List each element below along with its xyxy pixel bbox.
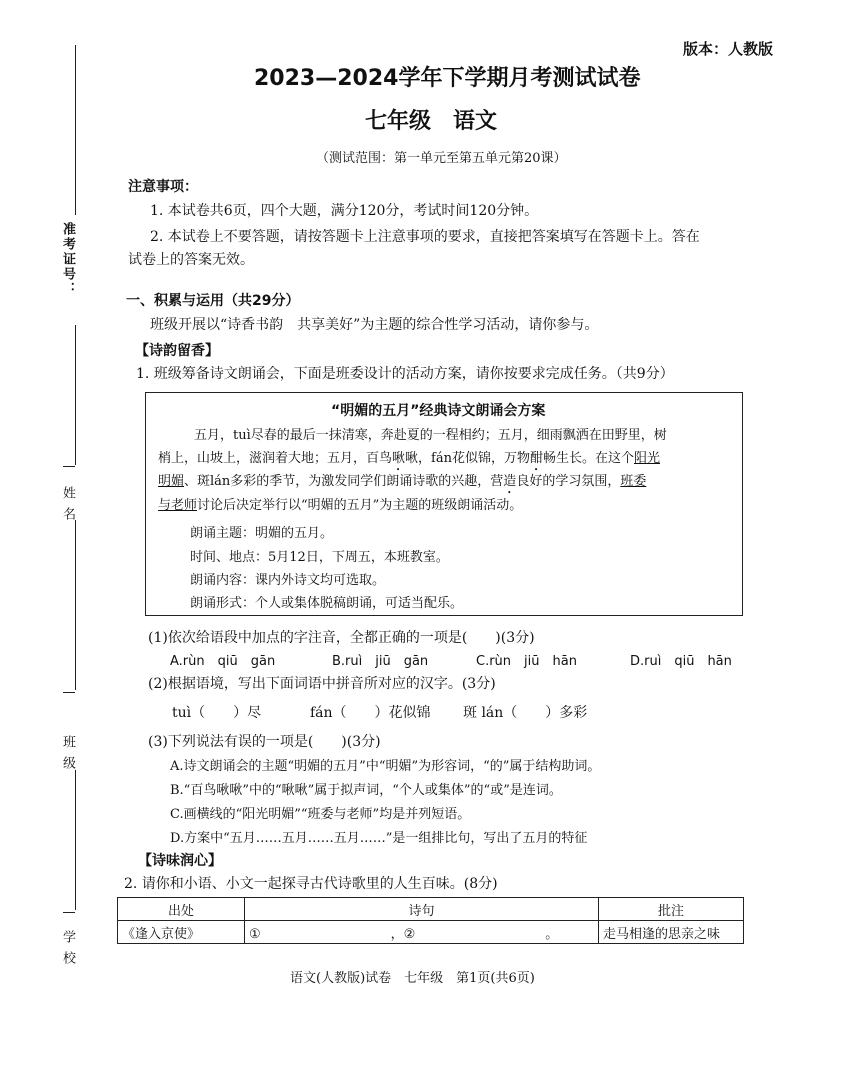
margin-tick-3: [63, 912, 75, 913]
q1-3-option-d: D.方案中“五月……五月……五月……”是一组排比句，写出了五月的特征: [170, 831, 588, 846]
q1-3-option-a: A.诗文朗诵会的主题“明媚的五月”中“明媚”为形容词，“的”属于结构助词。: [170, 759, 601, 774]
margin-line-2: [75, 325, 76, 465]
q1-3-stem: (3)下列说法有误的一项是( )(3分): [148, 734, 381, 750]
exam-id-label: 准考证号：: [60, 222, 75, 297]
q1-3-option-b: B.“百鸟啾啾”中的“啾啾”属于拟声词，“个人或集体”的“或”是连词。: [170, 783, 562, 798]
plan-form: 朗诵形式：个人或集体脱稿朗诵，可适当配乐。: [190, 596, 464, 611]
test-scope: （测试范围：第一单元至第五单元第20课）: [316, 151, 567, 166]
plan-theme: 朗诵主题：明媚的五月。: [190, 526, 334, 541]
margin-tick-2: [63, 692, 75, 693]
plan-text-2a: 梢上，山坡上，滋润着大地；五月，百鸟: [158, 451, 393, 466]
table-cell-note: 走马相逢的思亲之味: [599, 921, 744, 944]
notice-item-1: 1. 本试卷共6页，四个大题，满分120分，考试时间120分钟。: [150, 203, 539, 219]
table-header-row: [118, 898, 744, 921]
plan-text-2c: 畅生长。在这个: [542, 451, 634, 466]
plan-text-4a: 讨论后决定举行以“明媚的五月”为主题的班级朗诵活动。: [197, 498, 523, 513]
dotted-char-zao: 造: [503, 474, 517, 489]
plan-text-2b: 啾，fán花似锦，万物: [405, 451, 530, 466]
poetry-table: [117, 897, 744, 944]
table-cell-source: 《逢入京使》: [118, 921, 245, 944]
section1-heading: 一、积累与运用（共29分）: [126, 293, 300, 309]
notice-item-2-line1: 2. 本试卷上不要答题，请按答题卡上注意事项的要求，直接把答案填写在答题卡上。答在: [150, 229, 700, 245]
page-footer: 语文(人教版)试卷 七年级 第1页(共6页): [290, 971, 535, 986]
notice-item-2-line2: 试卷上的答案无效。: [128, 252, 254, 268]
q1-2-stem: (2)根据语境，写出下面词语中拼音所对应的汉字。(3分): [148, 676, 496, 692]
plan-paragraph-line3: [158, 470, 646, 497]
q1-2-blank-c: 斑 lán（ ）多彩: [463, 705, 588, 721]
question-2-stem: 2. 请你和小语、小文一起探寻古代诗歌里的人生百味。(8分): [124, 876, 498, 892]
q1-2-blank-a: tuì（ ）尽: [172, 705, 262, 721]
school-label: 学 校: [60, 930, 75, 967]
q1-1-option-c: C.rùn jiū hān: [476, 654, 577, 669]
q1-1-option-d: D.ruì qiū hān: [630, 654, 732, 669]
underlined-phrase-laoshi: 与老师: [158, 498, 198, 513]
class-label: 班 级: [60, 735, 75, 772]
name-label: 姓 名: [60, 486, 75, 523]
plan-text-3a: 、斑lán多彩的季节，为激发同学们朗诵诗歌的兴趣，营: [184, 474, 504, 489]
subsection-label-2: 【诗味润心】: [138, 853, 222, 869]
page-subtitle: 七年级 语文: [365, 109, 498, 134]
underlined-phrase-yangguang: 阳光: [634, 451, 661, 466]
q1-2-blank-b: fán（ ）花似锦: [310, 705, 431, 721]
table-header-verse: 诗句: [245, 898, 599, 921]
margin-line-4: [75, 770, 76, 910]
plan-paragraph-line1: 五月，tuì尽春的最后一抹清寒，奔赴夏的一程相约；五月，细雨飘洒在田野里，树: [194, 428, 667, 443]
dotted-char-jiu: 啾: [392, 451, 406, 466]
underlined-phrase-mingmei: 明媚: [158, 474, 185, 489]
q1-1-stem: (1)依次给语段中加点的字注音，全都正确的一项是( )(3分): [148, 630, 535, 646]
margin-line-top: [75, 45, 76, 215]
table-header-note: 批注: [599, 898, 744, 921]
subsection-label-1: 【诗韵留香】: [135, 343, 219, 359]
page-title: 2023—2024学年下学期月考测试试卷: [254, 66, 641, 91]
plan-text-3b: 良好的学习氛围，: [516, 474, 621, 489]
table-cell-verse: ① ，② 。: [245, 921, 599, 944]
table-row: [118, 921, 744, 944]
plan-paragraph-line4: [158, 494, 522, 513]
underlined-phrase-banwei: 班委: [620, 474, 647, 489]
question-1-stem: 1. 班级筹备诗文朗诵会，下面是班委设计的活动方案，请你按要求完成任务。（共9分）: [136, 366, 674, 382]
notice-heading: 注意事项：: [128, 179, 198, 195]
q1-3-option-c: C.画横线的“阳光明媚”“班委与老师”均是并列短语。: [170, 807, 471, 822]
plan-content: 朗诵内容：课内外诗文均可选取。: [190, 573, 386, 588]
table-header-source: 出处: [118, 898, 245, 921]
margin-tick-1: [63, 466, 75, 467]
plan-time-place: 时间、地点：5月12日，下周五，本班教室。: [190, 550, 449, 565]
q1-1-option-a: A.rùn qiū gān: [170, 654, 276, 669]
dotted-char-han: 酣: [529, 451, 543, 466]
plan-title: “明媚的五月”经典诗文朗诵会方案: [331, 403, 546, 419]
margin-line-3: [75, 520, 76, 690]
edition-label: 版本：人教版: [683, 40, 774, 58]
q1-1-option-b: B.ruì jiū gān: [332, 654, 429, 669]
section1-intro: 班级开展以“诗香书韵 共享美好”为主题的综合性学习活动，请你参与。: [150, 317, 599, 333]
